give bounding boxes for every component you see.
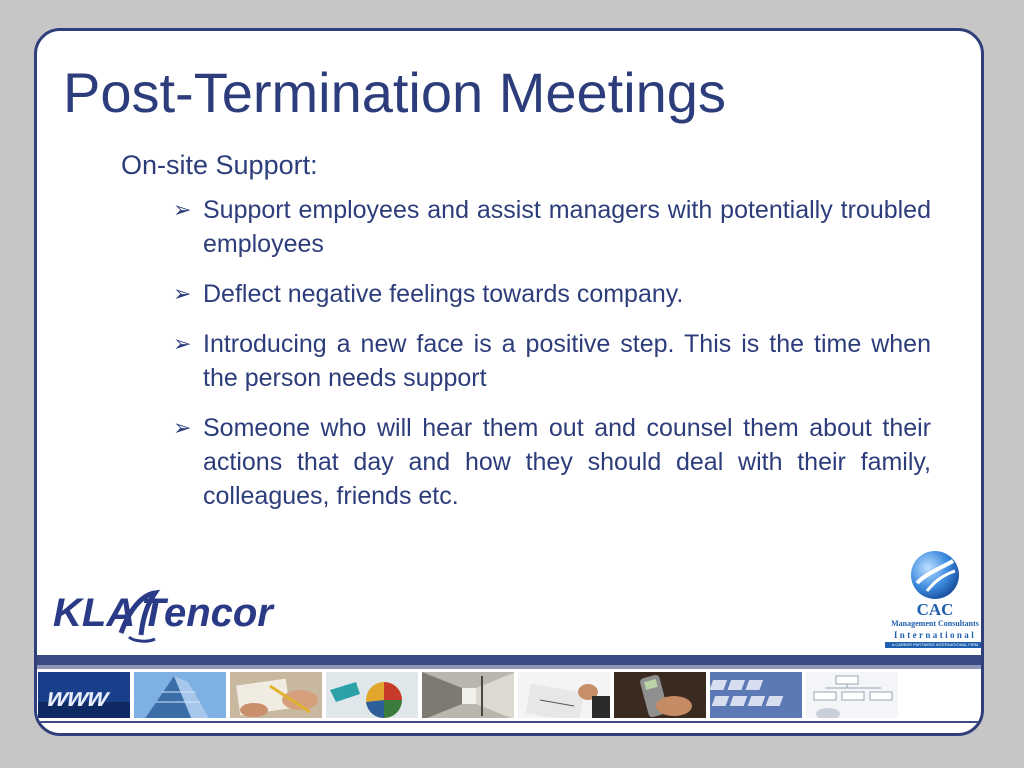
bullet-text: Introducing a new face is a positive step. This is the time when the person needs support xyxy=(203,330,931,392)
bullet-item xyxy=(173,411,931,513)
globe-icon xyxy=(909,549,961,601)
svg-text:Tencor: Tencor xyxy=(141,591,273,635)
www-photo xyxy=(37,671,131,719)
slide-subhead: On-site Support: xyxy=(121,150,318,180)
slide xyxy=(34,28,984,736)
bullet-text: Someone who will hear them out and counsel them about their actions that day and how they should deal with their family, colleagues, friends etc. xyxy=(203,414,931,510)
cac-line2: International xyxy=(893,630,977,640)
photo-strip xyxy=(37,671,984,719)
arrow-bullet-icon: ➢ xyxy=(173,331,192,356)
bullet-item xyxy=(173,193,931,261)
pie-chart-photo xyxy=(325,671,419,719)
slide-title: Post-Termination Meetings xyxy=(63,61,726,124)
kla-tencor-logo xyxy=(51,581,291,651)
cac-line1: Management Consultants xyxy=(891,619,979,628)
arrow-bullet-icon: ➢ xyxy=(173,415,192,440)
cac-logo xyxy=(879,549,984,659)
keyboard-photo xyxy=(709,671,803,719)
cac-line3: A CAREER PARTNERS INTERNATIONAL FIRM xyxy=(885,642,984,648)
cac-abbreviation: CAC xyxy=(916,600,954,619)
bullet-text: Support employees and assist managers with potentially troubled employees xyxy=(203,196,931,258)
footer-bottom-line xyxy=(37,721,981,723)
bullet-list xyxy=(173,193,931,529)
building-photo xyxy=(133,671,227,719)
bullet-item xyxy=(173,277,931,311)
bullet-text: Deflect negative feelings towards company. xyxy=(203,280,684,308)
hands-documents-photo xyxy=(229,671,323,719)
phone-photo xyxy=(613,671,707,719)
org-chart-photo xyxy=(805,671,899,719)
footer-band xyxy=(37,655,981,665)
handshake-photo xyxy=(517,671,611,719)
arrow-bullet-icon: ➢ xyxy=(173,281,192,306)
www-text: www xyxy=(44,682,111,712)
arrow-bullet-icon: ➢ xyxy=(173,197,192,222)
svg-text:KLA: KLA xyxy=(53,591,136,635)
bullet-item xyxy=(173,327,931,395)
office-corridor-photo xyxy=(421,671,515,719)
footer-band-thin xyxy=(37,665,981,669)
